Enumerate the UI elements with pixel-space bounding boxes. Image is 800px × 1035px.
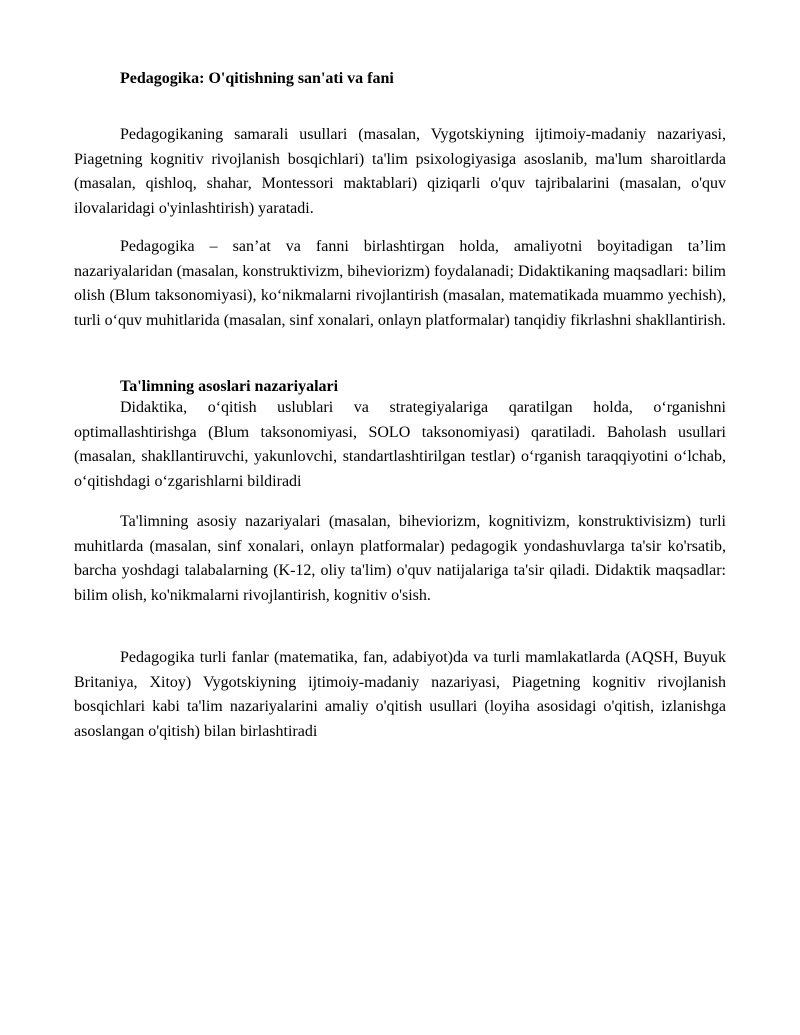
paragraph-subjects-countries: Pedagogika turli fanlar (matematika, fan, adabiyot)da va turli mamlakatlarda (AQSH, Buyuk Britaniya, Xitoy) Vygotskiyning ijtimoiy-madaniy nazariyasi, Piagetning kognitiv rivojlanish bosqichlari kabi ta'lim nazariyalarini amaliy o'qitish usullari (loyiha asosidagi o'qitish, izlanishga asoslangan o'qitish) bilan birlashtiradi (74, 649, 726, 740)
page-title: Pedagogika: O'qitishning san'ati va fani (120, 70, 394, 87)
paragraph-learning-theories: Ta'limning asosiy nazariyalari (masalan, biheviorizm, kognitivizm, konstruktivisizm) turli muhitlarda (masalan, sinf xonalari, onlayn platformalar) pedagogik yondashuvlarga ta'sir ko'rsatib, barcha yoshdagi talabalarning (K-12, oliy ta'lim) o'quv natijalariga ta'sir qiladi. Didaktik maqsadlar: bilim olish, ko'nikmalarni rivojlantirish, kognitiv o'sish. (74, 513, 726, 604)
paragraph-art-and-science: Pedagogika – san’at va fanni birlashtirgan holda, amaliyotni boyitadigan ta’lim nazariyalaridan (masalan, konstruktivizm, biheviorizm) foydalanadi; Didaktikaning maqsadlari: bilim olish (Blum taksonomiyasi), koʻnikmalarni rivojlantirish (masalan, matematikada muammo yechish), turli oʻquv muhitlarida (masalan, sinf xonalari, onlayn platformalar) tanqidiy fikrlashni shakllantirish. (74, 238, 726, 329)
paragraph-didactics: Didaktika, oʻqitish uslublari va strategiyalariga qaratilgan holda, oʻrganishni optimallashtirishga (Blum taksonomiyasi, SOLO taksonomiyasi) qaratiladi. Baholash usullari (masalan, shakllantiruvchi, yakunlovchi, standartlashtirilgan testlar) oʻrganish taraqqiyotini oʻlchab, oʻqitishdagi oʻzgarishlarni bildiradi (74, 399, 726, 490)
section-heading: Ta'limning asoslari nazariyalari (120, 378, 339, 395)
paragraph-effective-methods: Pedagogikaning samarali usullari (masalan, Vygotskiyning ijtimoiy-madaniy nazariyasi, Piagetning kognitiv rivojlanish bosqichlari) ta'lim psixologiyasiga asoslanib, ma'lum sharoitlarda (masalan, qishloq, shahar, Montessori maktablari) qiziqarli o'quv tajribalarini (masalan, o'quv ilovalaridagi o'yinlashtirish) yaratadi. (74, 126, 726, 217)
